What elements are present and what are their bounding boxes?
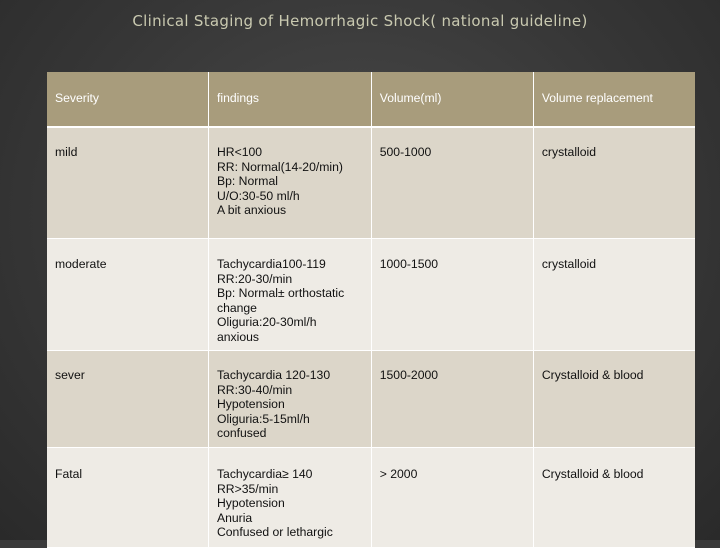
finding-line: anxious xyxy=(216,329,259,344)
finding-line: Hypotension xyxy=(216,496,285,511)
finding-line: RR:20-30/min xyxy=(216,271,293,286)
severity-cell: mild xyxy=(47,127,208,239)
finding-line: RR:30-40/min xyxy=(216,382,293,397)
replacement-cell: crystalloid xyxy=(533,239,695,351)
header-severity: Severity xyxy=(47,72,208,127)
table-row xyxy=(47,448,695,548)
header-volume-replacement: Volume replacement xyxy=(533,72,695,127)
finding-line: Hypotension xyxy=(216,397,285,412)
finding-line: Tachycardia 120-130 xyxy=(216,368,331,382)
finding-line: Oliguria:20-30ml/h xyxy=(216,315,317,330)
volume-cell: > 2000 xyxy=(371,448,533,548)
finding-line: U/O:30-50 ml/h xyxy=(216,188,300,203)
finding-line: Confused or lethargic xyxy=(216,525,333,540)
volume-cell: 1000-1500 xyxy=(371,239,533,351)
volume-cell: 500-1000 xyxy=(371,127,533,239)
finding-line: RR: Normal(14-20/min) xyxy=(216,159,343,174)
table-row xyxy=(47,351,695,448)
findings-cell xyxy=(208,448,371,548)
table-header-row xyxy=(47,72,695,127)
header-volume: Volume(ml) xyxy=(371,72,533,127)
finding-line: Bp: Normal± orthostatic xyxy=(216,286,345,301)
replacement-cell: Crystalloid & blood xyxy=(533,448,695,548)
finding-line: Tachycardia100-119 xyxy=(216,257,326,271)
finding-line: change xyxy=(216,300,257,315)
table-row xyxy=(47,239,695,351)
findings-cell xyxy=(208,239,371,351)
finding-line: HR<100 xyxy=(216,145,263,159)
finding-line: Oliguria:5-15ml/h xyxy=(216,411,310,426)
finding-line: A bit anxious xyxy=(216,203,287,218)
finding-line: Anuria xyxy=(216,510,253,525)
finding-line: Bp: Normal xyxy=(216,174,278,189)
shock-staging-table xyxy=(47,72,695,548)
severity-cell: sever xyxy=(47,351,208,448)
replacement-cell: crystalloid xyxy=(533,127,695,239)
replacement-cell: Crystalloid & blood xyxy=(533,351,695,448)
slide-title: Clinical Staging of Hemorrhagic Shock( national guideline) xyxy=(132,12,588,30)
finding-line: Tachycardia≥ 140 xyxy=(216,467,313,481)
findings-cell xyxy=(208,127,371,239)
severity-cell: moderate xyxy=(47,239,208,351)
severity-cell: Fatal xyxy=(47,448,208,548)
volume-cell: 1500-2000 xyxy=(371,351,533,448)
findings-cell xyxy=(208,351,371,448)
finding-line: confused xyxy=(216,426,267,441)
header-findings: findings xyxy=(208,72,371,127)
finding-line: RR>35/min xyxy=(216,481,279,496)
table-row xyxy=(47,127,695,239)
